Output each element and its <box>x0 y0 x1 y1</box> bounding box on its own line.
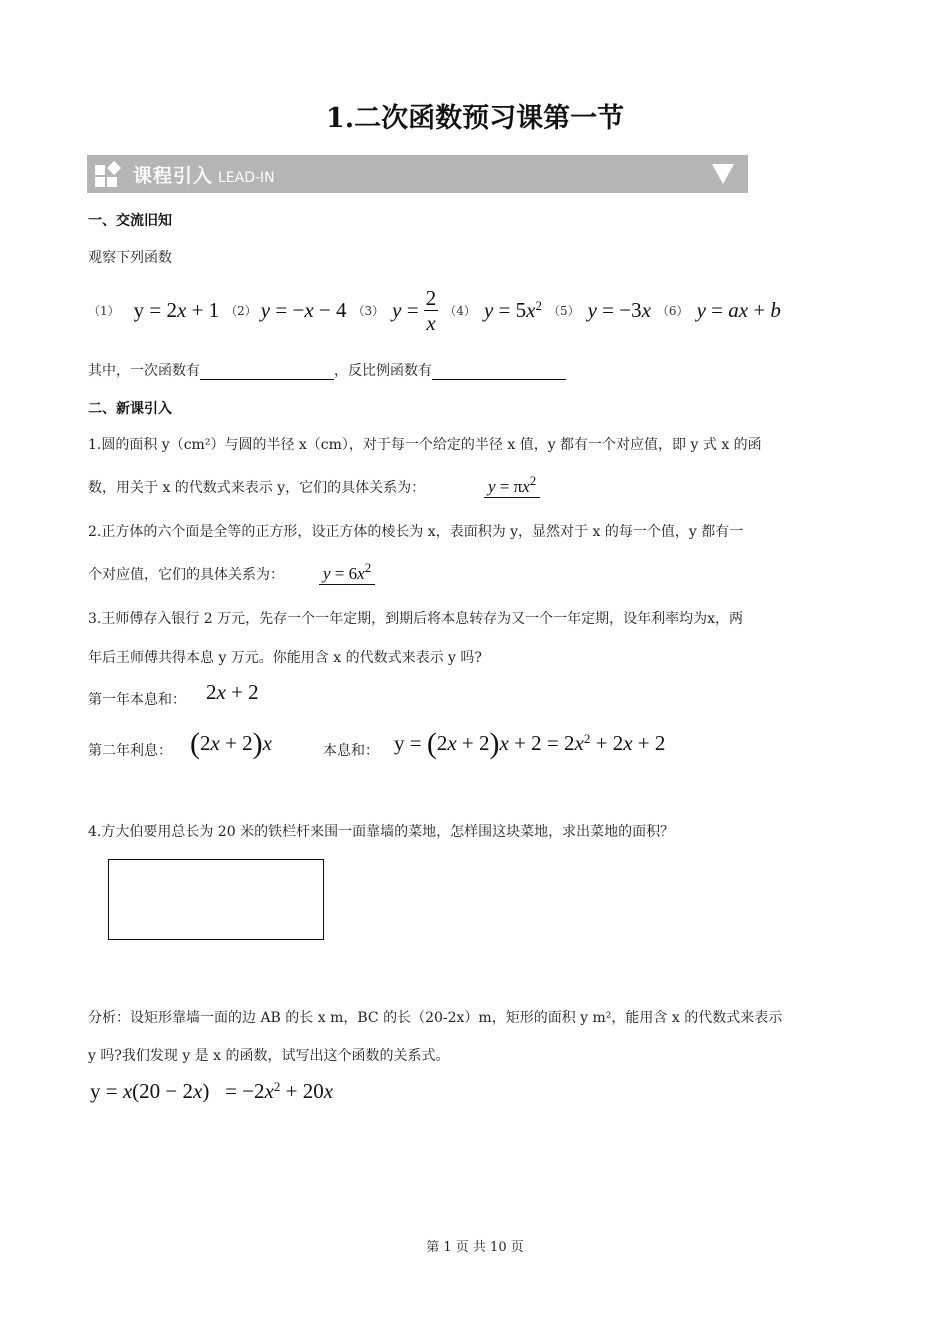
inverse-answer-blank[interactable] <box>432 363 566 380</box>
page-title: 1.二次函数预习课第一节 <box>325 103 625 134</box>
linear-answer-blank[interactable] <box>200 363 334 380</box>
analysis-line2: y 吗?我们发现 y 是 x 的函数，试写出这个函数的关系式。 <box>88 1048 450 1064</box>
total-expression: $y = (2x + 2)x + 2 = 2x^2 + 2x + 2$ <box>394 727 666 760</box>
function-list <box>88 283 781 337</box>
function-label-2: （2） <box>225 303 257 318</box>
problem2-answer: $y = 6x^2$ <box>319 560 375 584</box>
section1-heading: 一、交流旧知 <box>88 213 172 229</box>
section1-intro: 观察下列函数 <box>88 250 172 266</box>
vegetable-plot-rectangle <box>108 859 324 940</box>
question-prefix: 其中，一次函数有 <box>88 363 200 379</box>
banner-title: 课程引入 <box>133 165 214 187</box>
problem1-answer: $y = \pi x^2$ <box>484 473 540 497</box>
problem1-line1: 1.圆的面积 y（cm²）与圆的半径 x（cm），对于每一个给定的半径 x 值，y 都有一个对应值，即 y 式 x 的函 <box>88 437 762 453</box>
second-year-expression: (2x + 2)x <box>190 727 272 760</box>
function-1: y = 2x + 1 <box>133 297 220 322</box>
blocks-logo-icon <box>95 161 123 189</box>
problem3-line1: 3.王师傅存入银行 2 万元，先存一个一年定期，到期后将本息转存为又一个一年定期，设年利率均为x，两 <box>88 611 744 627</box>
function-label-4: （4） <box>444 303 476 318</box>
function-label-3: （3） <box>352 303 385 318</box>
problem2-line2: 个对应值，它们的具体关系为： <box>88 567 284 583</box>
first-year-label: 第一年本息和： <box>88 692 186 708</box>
banner-subtitle: LEAD-IN <box>218 170 275 186</box>
area-function-expression: $y = x(20 - 2x) = -2x^2 + 20x$ <box>90 1079 334 1103</box>
function-2: y = −x − 4 <box>260 297 347 322</box>
function-3: y = $\frac{2}{x}$ <box>392 285 437 335</box>
function-6: y = ax + b <box>696 297 781 322</box>
problem1-line2: 数，用关于 x 的代数式来表示 y，它们的具体关系为： <box>88 480 426 496</box>
problem2-line1: 2.正方体的六个面是全等的正方形，设正方体的棱长为 x，表面积为 y，显然对于 x 的每一个值，y 都有一 <box>88 524 744 540</box>
total-label: 本息和： <box>323 743 379 759</box>
problem3-line2: 年后王师傅共得本息 y 万元。你能用含 x 的代数式来表示 y 吗? <box>88 650 482 666</box>
problem4-text: 4.方大伯要用总长为 20 米的铁栏杆来围一面靠墙的菜地，怎样围这块菜地，求出菜地的面积？ <box>88 824 675 840</box>
classification-question <box>88 360 566 380</box>
page-footer: 第 1 页 共 10 页 <box>426 1240 524 1255</box>
function-label-1: （1） <box>88 303 120 318</box>
analysis-line1: 分析：设矩形靠墙一面的边 AB 的长 x m，BC 的长（20-2x）m，矩形的面积 y m²，能用含 x 的代数式来表示 <box>88 1010 783 1026</box>
function-5: y = −3x <box>587 297 651 322</box>
function-4: $y = 5x^2$ <box>483 297 542 322</box>
question-mid: ，反比例函数有 <box>334 363 432 379</box>
section2-heading: 二、新课引入 <box>88 401 172 417</box>
function-label-5: （5） <box>547 303 580 318</box>
function-label-6: （6） <box>656 303 689 318</box>
section-banner <box>87 155 748 193</box>
second-year-label: 第二年利息： <box>88 743 172 759</box>
collapse-arrow-icon[interactable] <box>712 164 734 184</box>
first-year-expression: 2x + 2 <box>206 680 259 704</box>
